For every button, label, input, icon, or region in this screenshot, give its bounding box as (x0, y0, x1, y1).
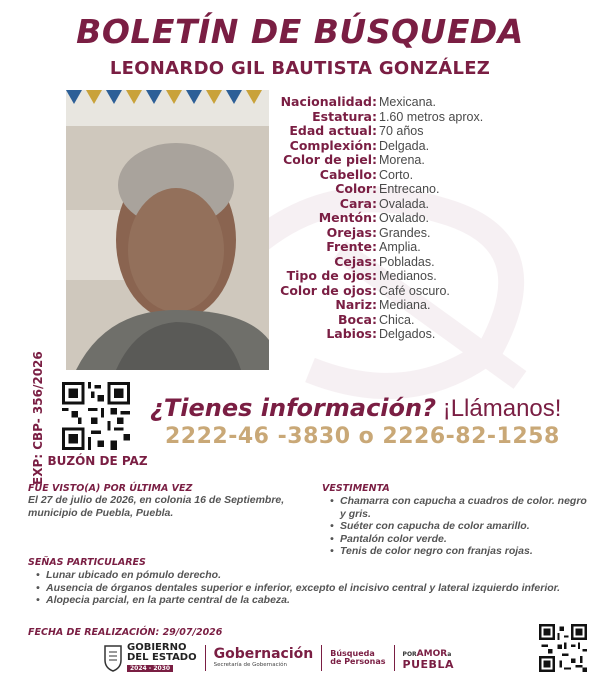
attr-value: Ovalado. (379, 211, 430, 225)
logo-text: Gobernación (213, 646, 314, 662)
attr-row (270, 153, 590, 168)
attr-row (270, 226, 590, 241)
attr-label: Frente: (326, 239, 377, 254)
footer-logos (103, 641, 454, 675)
attr-label: Mentón: (318, 210, 377, 225)
attr-label: Labios: (326, 326, 377, 341)
logo-years: 2024 - 2030 (127, 665, 173, 672)
expediente-number: EXP: CBP- 356/2026 (31, 351, 45, 485)
attr-row (270, 211, 590, 226)
attr-row (270, 313, 590, 328)
attr-row (270, 255, 590, 270)
attr-row (270, 110, 590, 125)
missing-person-photo (66, 90, 269, 370)
attr-value: Pobladas. (379, 254, 435, 269)
logo-text: AMOR (416, 649, 448, 659)
attr-label: Estatura: (312, 108, 377, 124)
contact-callout (150, 394, 561, 423)
attr-value: Corto. (379, 167, 414, 182)
logo-text: PUEBLA (402, 658, 454, 671)
attr-label: Cejas: (334, 253, 377, 269)
attr-label: Color: (335, 181, 377, 196)
logo-subtext: Secretaría de Gobernación (213, 662, 288, 668)
attr-value: Delgada. (379, 138, 430, 153)
attr-value: Chica. (379, 312, 415, 327)
attr-row (270, 327, 590, 342)
bulletin-title: BOLETÍN DE BÚSQUEDA (76, 12, 524, 51)
list-item: • Ausencia de órganos dentales superior e inferior, excepto el incisivo central y lateral izquierdo inferior. (28, 582, 588, 595)
logo-text: POR (402, 651, 417, 658)
attr-label: Nacionalidad: (280, 94, 377, 109)
attr-label: Boca: (338, 311, 377, 327)
attr-row (270, 182, 590, 197)
last-seen-text: El 27 de julio de 2026, en colonia 16 de Septiembre, municipio de Puebla, Puebla. (28, 494, 285, 519)
attr-label: Tipo de ojos: (286, 268, 377, 283)
por-amor-a-puebla-logo (403, 646, 454, 670)
attr-value: Entrecano. (379, 182, 440, 196)
physical-description (270, 95, 590, 342)
divider (205, 645, 206, 671)
list-item: • Alopecia parcial, en la parte central de la cabeza. (28, 594, 588, 607)
clothing-section (322, 483, 592, 558)
clothing-heading: VESTIMENTA (322, 483, 390, 494)
creation-date: FECHA DE REALIZACIÓN: 29/07/2026 (28, 627, 223, 638)
attr-value: Mexicana. (379, 95, 436, 109)
attr-value: 1.60 metros aprox. (379, 109, 484, 124)
list-item: • Chamarra con capucha a cuadros de color. negro y gris. (322, 495, 592, 520)
attr-row (270, 95, 590, 110)
logo-text: GOBIERNO (127, 642, 187, 653)
attr-label: Edad actual: (289, 123, 377, 138)
attr-label: Orejas: (326, 224, 377, 240)
attr-row (270, 240, 590, 255)
gobierno-estado-logo (103, 643, 197, 673)
qr-code-buzon[interactable] (62, 382, 130, 450)
logo-text: Búsqueda (330, 648, 375, 658)
logo-text: a (447, 651, 452, 658)
attr-value: Mediana. (379, 298, 431, 312)
attr-label: Cabello: (319, 166, 377, 182)
last-seen-heading: FUE VISTO(A) POR ÚLTIMA VEZ (28, 483, 193, 494)
list-item: • Tenis de color negro con franjas rojas. (322, 545, 592, 558)
marks-heading: SEÑAS PARTICULARES (28, 557, 146, 568)
divider (394, 645, 395, 671)
divider (321, 645, 322, 671)
qr-code-footer[interactable] (539, 624, 587, 672)
attr-label: Color de ojos: (280, 282, 377, 298)
list-item: • Pantalón color verde. (322, 533, 592, 546)
attr-value: Amplia. (379, 240, 421, 254)
attr-row (270, 197, 590, 212)
attr-value: Morena. (379, 153, 425, 167)
attr-value: Café oscuro. (379, 283, 450, 298)
attr-value: Grandes. (379, 225, 431, 240)
attr-label: Color de piel: (283, 152, 377, 167)
logo-text: DEL ESTADO (127, 652, 197, 663)
shield-icon (103, 644, 123, 672)
logo-text: de Personas (330, 657, 386, 666)
attr-row (270, 284, 590, 299)
last-seen-section (28, 483, 308, 519)
contact-phones[interactable]: 2222-46 -3830 o 2226-82-1258 (165, 424, 560, 449)
attr-label: Nariz: (335, 297, 377, 312)
list-item: • Lunar ubicado en pómulo derecho. (28, 569, 588, 582)
attr-row (270, 139, 590, 154)
attr-value: Delgados. (379, 327, 436, 341)
attr-label: Cara: (339, 195, 377, 211)
attr-label: Complexión: (289, 137, 377, 153)
contact-question: ¿Tienes información? (150, 394, 437, 422)
gobernacion-logo (214, 647, 314, 669)
attr-value: Medianos. (379, 269, 437, 283)
attr-value: Ovalada. (379, 196, 430, 211)
attr-row (270, 124, 590, 139)
buzon-de-paz-label: BUZÓN DE PAZ (47, 454, 148, 468)
list-item: • Suéter con capucha de color amarillo. (322, 520, 592, 533)
missing-person-name: LEONARDO GIL BAUTISTA GONZÁLEZ (109, 58, 491, 79)
marks-section (28, 557, 588, 607)
attr-row (270, 269, 590, 284)
contact-call: ¡Llámanos! (442, 395, 562, 422)
attr-row (270, 298, 590, 313)
busqueda-personas-logo (330, 650, 385, 667)
attr-value: 70 años (379, 124, 424, 138)
attr-row (270, 168, 590, 183)
